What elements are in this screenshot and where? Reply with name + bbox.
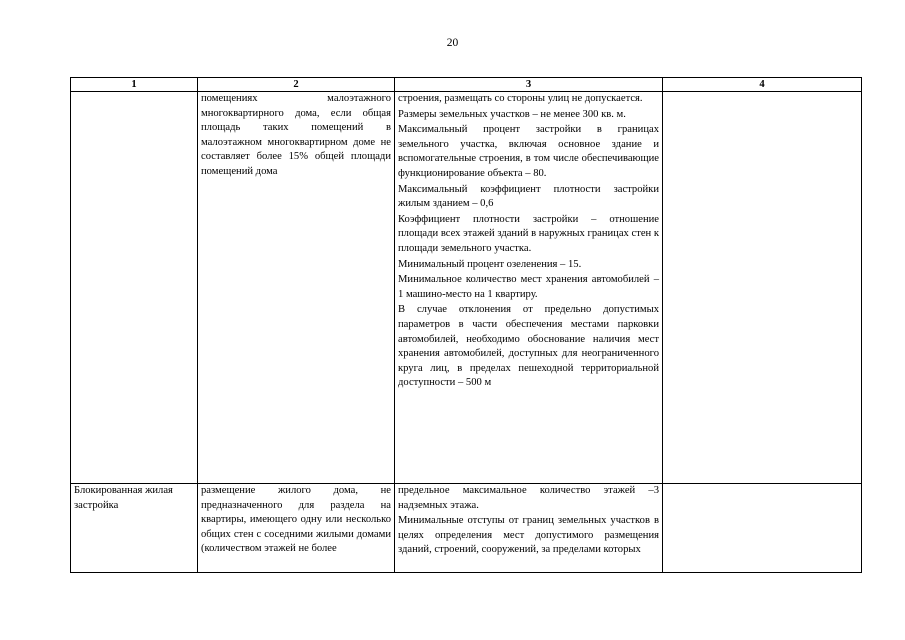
cell-permitted-use (71, 484, 198, 573)
cell-text: помещениях малоэтажного многоквартирного дома, если общая площадь таких помещений в малоэтажном многоквартирном доме не составляет более 15% общей площади помещений дома (201, 93, 391, 177)
column-header-1: 1 (71, 78, 198, 92)
parameter-paragraph: Коэффициент плотности застройки – отношение площади всех этажей зданий в наружных границах стен к площади земельного участка. (398, 213, 659, 254)
parameter-paragraph: Минимальный процент озеленения – 15. (398, 258, 582, 270)
cell-parameters (395, 484, 663, 573)
parameter-paragraph: Максимальный коэффициент плотности застройки жилым зданием – 0,6 (398, 183, 659, 210)
cell-use-description (198, 92, 395, 484)
parameter-paragraph: предельное максимальное количество этажей –3 надземных этажа. (398, 485, 659, 511)
regulations-table (70, 77, 862, 573)
table-row (71, 92, 862, 484)
cell-permitted-use (71, 92, 198, 484)
table-row (71, 484, 862, 573)
cell-parameters (395, 92, 663, 484)
cell-notes (663, 92, 862, 484)
parameter-paragraph: Минимальные отступы от границ земельных участков в целях определения мест допустимого размещения зданий, строений, сооружений, за пределами которых (398, 515, 659, 556)
cell-text: размещение жилого дома, не предназначенного для раздела на квартиры, имеющего одну или несколько общих стен с соседними жилыми домами (количеством этажей не более (201, 485, 391, 555)
parameter-paragraph: строения, размещать со стороны улиц не допускается. (398, 93, 643, 104)
cell-notes (663, 484, 862, 573)
parameter-paragraph: Максимальный процент застройки в границах земельного участка, включая основное здание и вспомогательные строения, в том числе обеспечивающие функционирование объекта – 80. (398, 124, 659, 179)
table-header-row (71, 78, 862, 92)
parameter-paragraph: В случае отклонения от предельно допустимых параметров в части обеспечения местами парковки автомобилей, необходимо обоснование наличия мест хранения автомобилей, доступных для неограниченного круга лиц, в пределах пешеходной территориальной доступности – 500 м (398, 304, 659, 389)
column-header-4: 4 (663, 78, 862, 92)
cell-use-description (198, 484, 395, 573)
permitted-use-name: Блокированная жилая застройка (74, 485, 173, 511)
parameter-paragraph: Размеры земельных участков – не менее 300 кв. м. (398, 108, 626, 120)
page-number: 20 (446, 37, 459, 49)
column-header-3: 3 (395, 78, 663, 92)
column-header-2: 2 (198, 78, 395, 92)
parameter-paragraph: Минимальное количество мест хранения автомобилей – 1 машино-место на 1 квартиру. (398, 274, 659, 300)
